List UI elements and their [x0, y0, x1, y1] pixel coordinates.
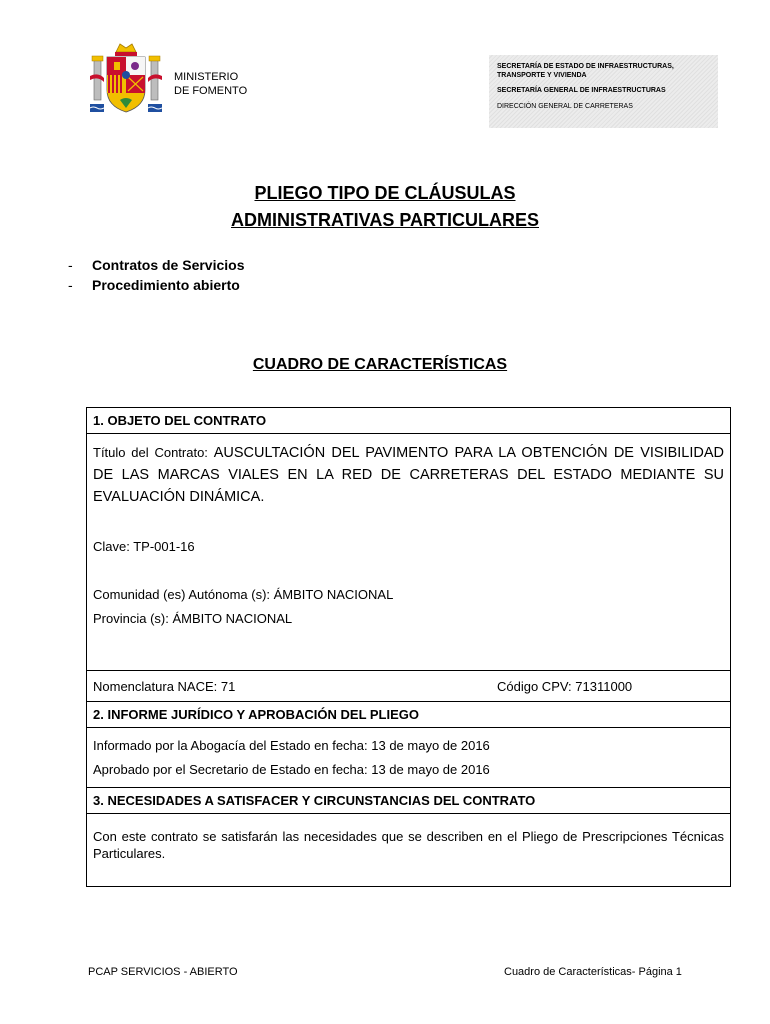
- title-line-2: ADMINISTRATIVAS PARTICULARES: [231, 210, 539, 230]
- secretaria-estado: [497, 62, 710, 80]
- cuadro-title: CUADRO DE CARACTERÍSTICAS: [252, 356, 508, 373]
- secretaria-estado-line-2: TRANSPORTE Y VIVIENDA: [497, 72, 587, 79]
- list-item-text: Contratos de Servicios: [92, 257, 245, 273]
- section-3-heading: 3. NECESIDADES A SATISFACER Y CIRCUNSTANCIAS DEL CONTRATO: [87, 788, 730, 814]
- bullet-dash: -: [68, 257, 73, 273]
- footer-left: PCAP SERVICIOS - ABIERTO: [88, 966, 238, 978]
- ministry-name: [174, 70, 247, 98]
- section-2-body: [87, 728, 730, 788]
- list-item: [68, 255, 245, 275]
- bullet-list: [68, 255, 245, 295]
- aprobado-date: Aprobado por el Secretario de Estado en fecha: 13 de mayo de 2016: [93, 762, 490, 777]
- contract-title-value: AUSCULTACIÓN DEL PAVIMENTO PARA LA OBTENCIÓN DE VISIBILIDAD DE LAS MARCAS VIALES EN LA RED DE CARRETERAS DEL ESTADO MEDIANTE SU EVALUACIÓN DINÁMICA.: [93, 445, 724, 505]
- department-header-box: [489, 55, 718, 128]
- characteristics-table: [86, 407, 731, 887]
- footer-page-number: Cuadro de Características- Página 1: [504, 966, 682, 978]
- coat-of-arms-logo: [90, 42, 162, 118]
- section-1-heading: 1. OBJETO DEL CONTRATO: [87, 408, 730, 434]
- contract-title: [93, 442, 724, 508]
- list-item-text: Procedimiento abierto: [92, 277, 240, 293]
- section-3-body: Con este contrato se satisfarán las necesidades que se describen en el Pliego de Prescripciones Técnicas Particulares.: [93, 829, 724, 861]
- secretaria-estado-line-1: SECRETARÍA DE ESTADO DE INFRAESTRUCTURAS,: [497, 63, 674, 70]
- section-2-heading: 2. INFORME JURÍDICO Y APROBACIÓN DEL PLIEGO: [87, 702, 730, 728]
- ministry-line-2: DE FOMENTO: [174, 85, 248, 97]
- list-item: [68, 275, 245, 295]
- nace-cpv-row: [87, 671, 730, 702]
- contract-title-label: Título del Contrato:: [93, 445, 214, 460]
- contract-key: Clave: TP-001-16: [93, 539, 195, 554]
- comunidad-autonoma: Comunidad (es) Autónoma (s): ÁMBITO NACIONAL: [93, 587, 394, 602]
- cpv-code: Código CPV: 71311000: [497, 679, 633, 694]
- nace-code: Nomenclatura NACE: 71: [93, 679, 236, 694]
- bullet-dash: -: [68, 277, 73, 293]
- title-line-1: PLIEGO TIPO DE CLÁUSULAS: [254, 183, 516, 203]
- section-1-body: [87, 434, 730, 671]
- ministry-line-1: MINISTERIO: [174, 71, 239, 83]
- informado-date: Informado por la Abogacía del Estado en fecha: 13 de mayo de 2016: [93, 738, 490, 753]
- direccion-general: DIRECCIÓN GENERAL DE CARRETERAS: [497, 103, 633, 110]
- provincia: Provincia (s): ÁMBITO NACIONAL: [93, 611, 293, 626]
- secretaria-general: SECRETARÍA GENERAL DE INFRAESTRUCTURAS: [497, 87, 666, 94]
- document-title: [0, 180, 770, 234]
